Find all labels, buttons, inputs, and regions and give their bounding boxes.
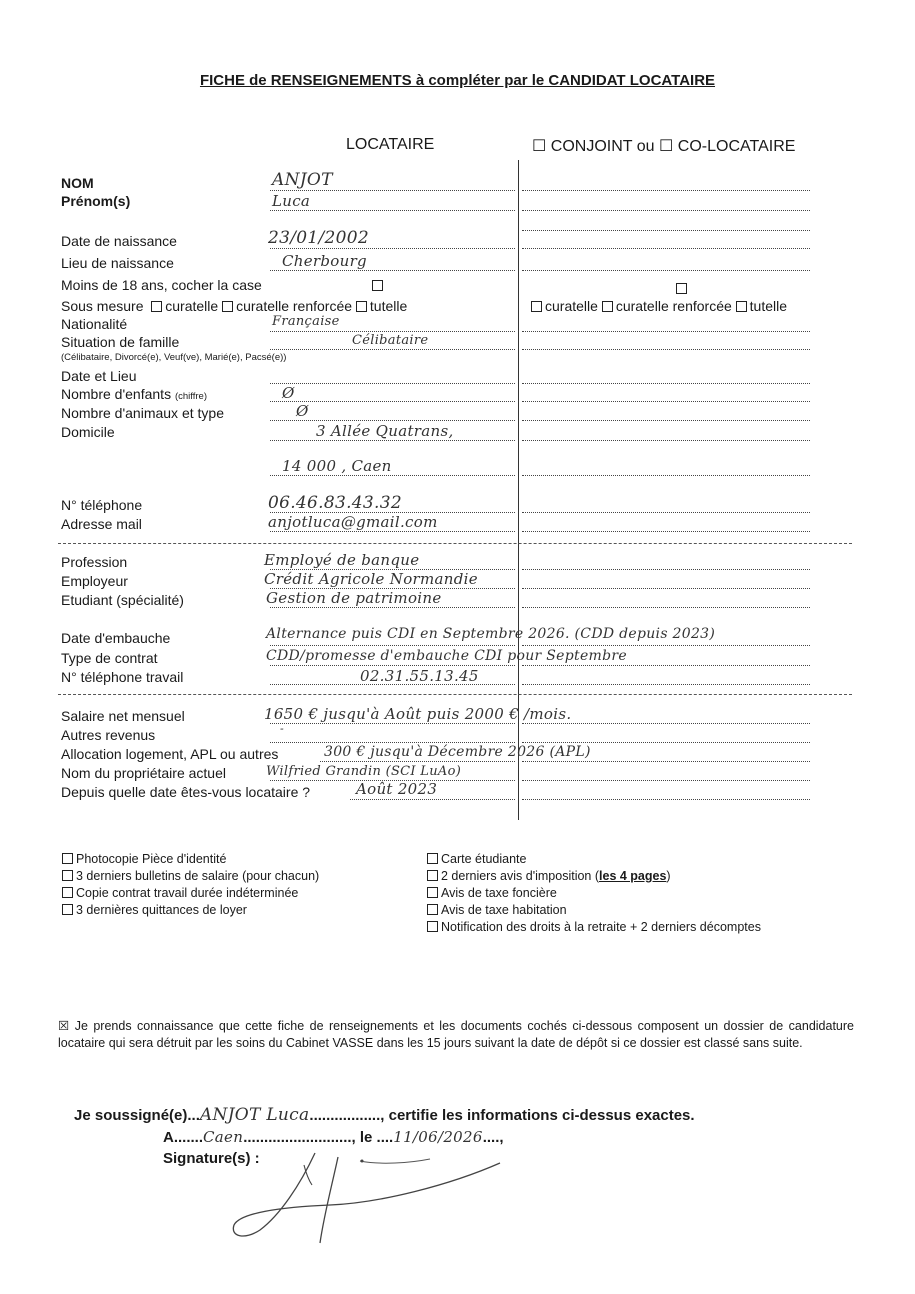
fill-line-co — [522, 723, 810, 724]
checkbox-curatelle-renforcee[interactable] — [222, 301, 233, 312]
document-item[interactable]: Copie contrat travail durée indéterminée — [62, 885, 402, 902]
value-telephone[interactable]: 06.46.83.43.32 — [268, 493, 402, 513]
fill-line-co — [522, 645, 810, 646]
column-header-partner — [532, 136, 795, 156]
checkbox[interactable] — [427, 904, 438, 915]
value-depuis[interactable]: Août 2023 — [356, 780, 438, 798]
fill-line — [270, 210, 515, 211]
label-mail: Adresse mail — [61, 516, 142, 532]
checkbox-colocataire[interactable]: ☐ — [658, 138, 674, 155]
label-depuis: Depuis quelle date êtes-vous locataire ? — [61, 784, 311, 800]
documents-left — [62, 851, 402, 919]
fill-line — [270, 248, 515, 249]
value-contrat[interactable]: CDD/promesse d'embauche CDI pour Septembre — [266, 648, 627, 664]
value-autres[interactable]: - — [280, 722, 285, 735]
fill-line — [270, 190, 515, 191]
checkbox-tutelle[interactable] — [356, 301, 367, 312]
checkbox[interactable] — [427, 853, 438, 864]
page-title: FICHE de RENSEIGNEMENTS à compléter par le CANDIDAT LOCATAIRE — [199, 72, 716, 89]
label-prenom: Prénom(s) — [61, 193, 131, 209]
document-item[interactable]: 2 derniers avis d'imposition (les 4 pages) — [427, 868, 867, 885]
value-embauche[interactable]: Alternance puis CDI en Septembre 2026. (CDD depuis 2023) — [266, 626, 716, 642]
document-item[interactable]: Carte étudiante — [427, 851, 867, 868]
documents-right — [427, 851, 867, 936]
fill-line-co — [522, 401, 810, 402]
document-item[interactable]: 3 derniers bulletins de salaire (pour chacun) — [62, 868, 402, 885]
value-nationalite[interactable]: Française — [272, 314, 340, 329]
document-item[interactable]: Photocopie Pièce d'identité — [62, 851, 402, 868]
fill-line — [270, 607, 515, 608]
fill-line-co — [522, 248, 810, 249]
checkbox-curatelle-co[interactable] — [531, 301, 542, 312]
fill-line-co — [522, 230, 810, 231]
checkbox[interactable] — [62, 904, 73, 915]
fill-line — [270, 349, 515, 350]
fill-line-co — [522, 588, 810, 589]
checkbox[interactable] — [62, 887, 73, 898]
label-employeur: Employeur — [61, 573, 128, 589]
checkbox[interactable] — [427, 870, 438, 881]
value-situation[interactable]: Célibataire — [352, 333, 429, 348]
value-salaire[interactable]: 1650 € jusqu'à Août puis 2000 € /mois. — [264, 705, 572, 723]
separator-1 — [58, 543, 852, 544]
fill-line — [270, 475, 515, 476]
fill-line-co — [522, 569, 810, 570]
label-domicile: Domicile — [61, 424, 115, 440]
declaration-checkbox[interactable]: ☒ — [58, 1019, 70, 1033]
value-lieu-naissance[interactable]: Cherbourg — [282, 252, 367, 270]
value-city[interactable]: Caen — [203, 1128, 244, 1146]
value-employeur[interactable]: Crédit Agricole Normandie — [264, 570, 478, 588]
label-profession: Profession — [61, 554, 128, 570]
label-colocataire: CO-LOCATAIRE — [677, 138, 796, 155]
label-autres: Autres revenus — [61, 727, 156, 743]
value-date-naissance[interactable]: 23/01/2002 — [268, 228, 369, 248]
fill-line-co — [522, 761, 810, 762]
checkbox[interactable] — [427, 921, 438, 932]
fill-line — [270, 440, 515, 441]
label-embauche: Date d'embauche — [61, 630, 171, 646]
document-item[interactable]: 3 dernières quittances de loyer — [62, 902, 402, 919]
document-item[interactable]: Notification des droits à la retraite + 2 derniers décomptes — [427, 919, 867, 936]
value-signatory[interactable]: ANJOT Luca — [199, 1105, 310, 1125]
fill-line-co — [522, 531, 810, 532]
fill-line-co — [522, 475, 810, 476]
checkbox-curatelle[interactable] — [151, 301, 162, 312]
label-date-lieu: Date et Lieu — [61, 368, 137, 384]
label-conjoint: CONJOINT ou — [550, 138, 655, 155]
fill-line-co — [522, 440, 810, 441]
fill-line — [270, 531, 515, 532]
fill-line — [270, 665, 515, 666]
value-prenom[interactable]: Luca — [272, 192, 311, 210]
fill-line — [270, 645, 515, 646]
value-profession[interactable]: Employé de banque — [264, 551, 420, 569]
fill-line-co — [522, 742, 810, 743]
label-situation: Situation de famille — [61, 334, 180, 350]
fill-line-co — [522, 331, 810, 332]
label-salaire: Salaire net mensuel — [61, 708, 185, 724]
signature-line: Je soussigné(e)...ANJOT Luca................., certifie les informations ci-dessus exactes. — [74, 1105, 695, 1125]
label-enfants: Nombre d'enfants (chiffre) — [61, 386, 207, 402]
fill-line — [270, 742, 515, 743]
fill-line-co — [522, 684, 810, 685]
value-enfants[interactable]: Ø — [282, 384, 295, 402]
checkbox-moins-18-locataire[interactable] — [372, 280, 383, 291]
place-date-line: A.......Caen.........................., le ....11/06/2026...., — [163, 1128, 504, 1146]
fill-line — [270, 420, 515, 421]
checkbox[interactable] — [427, 887, 438, 898]
fill-line-co — [522, 270, 810, 271]
checkbox[interactable] — [62, 853, 73, 864]
label-date-naissance: Date de naissance — [61, 233, 177, 249]
label-moins-18: Moins de 18 ans, cocher la case — [61, 277, 262, 293]
fill-line — [270, 383, 515, 384]
sous-mesure-colocataire: curatelle curatelle renforcée tutelle — [531, 298, 787, 314]
value-allocation[interactable]: 300 € jusqu'à Décembre 2026 (APL) — [324, 744, 591, 760]
label-telephone: N° téléphone — [61, 497, 143, 513]
fill-line-co — [522, 780, 810, 781]
document-item[interactable]: Avis de taxe habitation — [427, 902, 867, 919]
declaration-paragraph: ☒ Je prends connaissance que cette fiche de renseignements et les documents cochés ci-dessous composent un dossier de candidature locataire qui sera détruit par les soins du Cabinet VASSE dans les 15 jours suivant la date de dépôt si ce dossier est classé sans suite. — [58, 1019, 854, 1050]
value-animaux[interactable]: Ø — [296, 402, 309, 420]
fill-line-co — [522, 799, 810, 800]
label-nom: NOM — [61, 175, 94, 191]
value-nom[interactable]: ANJOT — [272, 170, 333, 190]
label-allocation: Allocation logement, APL ou autres — [61, 746, 279, 762]
label-animaux: Nombre d'animaux et type — [61, 405, 224, 421]
label-lieu-naissance: Lieu de naissance — [61, 255, 174, 271]
label-tel-travail: N° téléphone travail — [61, 669, 184, 685]
fill-line-co — [522, 607, 810, 608]
fill-line — [350, 799, 515, 800]
fill-line-co — [522, 512, 810, 513]
label-nationalite: Nationalité — [61, 316, 128, 332]
value-domicile-line1[interactable]: 3 Allée Quatrans, — [316, 422, 454, 440]
fill-line-co — [522, 665, 810, 666]
value-domicile-line2[interactable]: 14 000 , Caen — [282, 457, 392, 475]
label-proprietaire: Nom du propriétaire actuel — [61, 765, 226, 781]
fill-line — [320, 761, 515, 762]
checkbox-conjoint[interactable]: ☐ — [532, 138, 547, 155]
value-etudiant[interactable]: Gestion de patrimoine — [266, 589, 442, 607]
value-tel-travail[interactable]: 02.31.55.13.45 — [360, 667, 479, 685]
signature-label: Signature(s) : — [163, 1150, 260, 1167]
value-date[interactable]: 11/06/2026 — [393, 1128, 483, 1146]
value-proprietaire[interactable]: Wilfried Grandin (SCI LuAo) — [266, 764, 462, 779]
document-item[interactable]: Avis de taxe foncière — [427, 885, 867, 902]
fill-line — [270, 270, 515, 271]
checkbox-moins-18-colocataire[interactable] — [676, 283, 687, 294]
fill-line-co — [522, 420, 810, 421]
label-contrat: Type de contrat — [61, 650, 158, 666]
fill-line — [270, 723, 515, 724]
value-mail[interactable]: anjotluca@gmail.com — [268, 513, 438, 531]
fill-line-co — [522, 190, 810, 191]
checkbox-tutelle-co[interactable] — [736, 301, 747, 312]
checkbox-curatelle-renforcee-co[interactable] — [602, 301, 613, 312]
separator-2 — [58, 694, 852, 695]
fill-line-co — [522, 383, 810, 384]
fill-line — [270, 331, 515, 332]
label-situation-hint: (Célibataire, Divorcé(e), Veuf(ve), Marié(e), Pacsé(e)) — [61, 352, 287, 363]
handwritten-signature[interactable] — [220, 1145, 520, 1255]
label-etudiant: Etudiant (spécialité) — [61, 592, 184, 608]
column-header-tenant: LOCATAIRE — [346, 136, 435, 153]
fill-line-co — [522, 349, 810, 350]
fill-line-co — [522, 210, 810, 211]
label-sous-mesure: Sous mesure curatelle curatelle renforcée tutelle — [61, 298, 408, 314]
checkbox[interactable] — [62, 870, 73, 881]
